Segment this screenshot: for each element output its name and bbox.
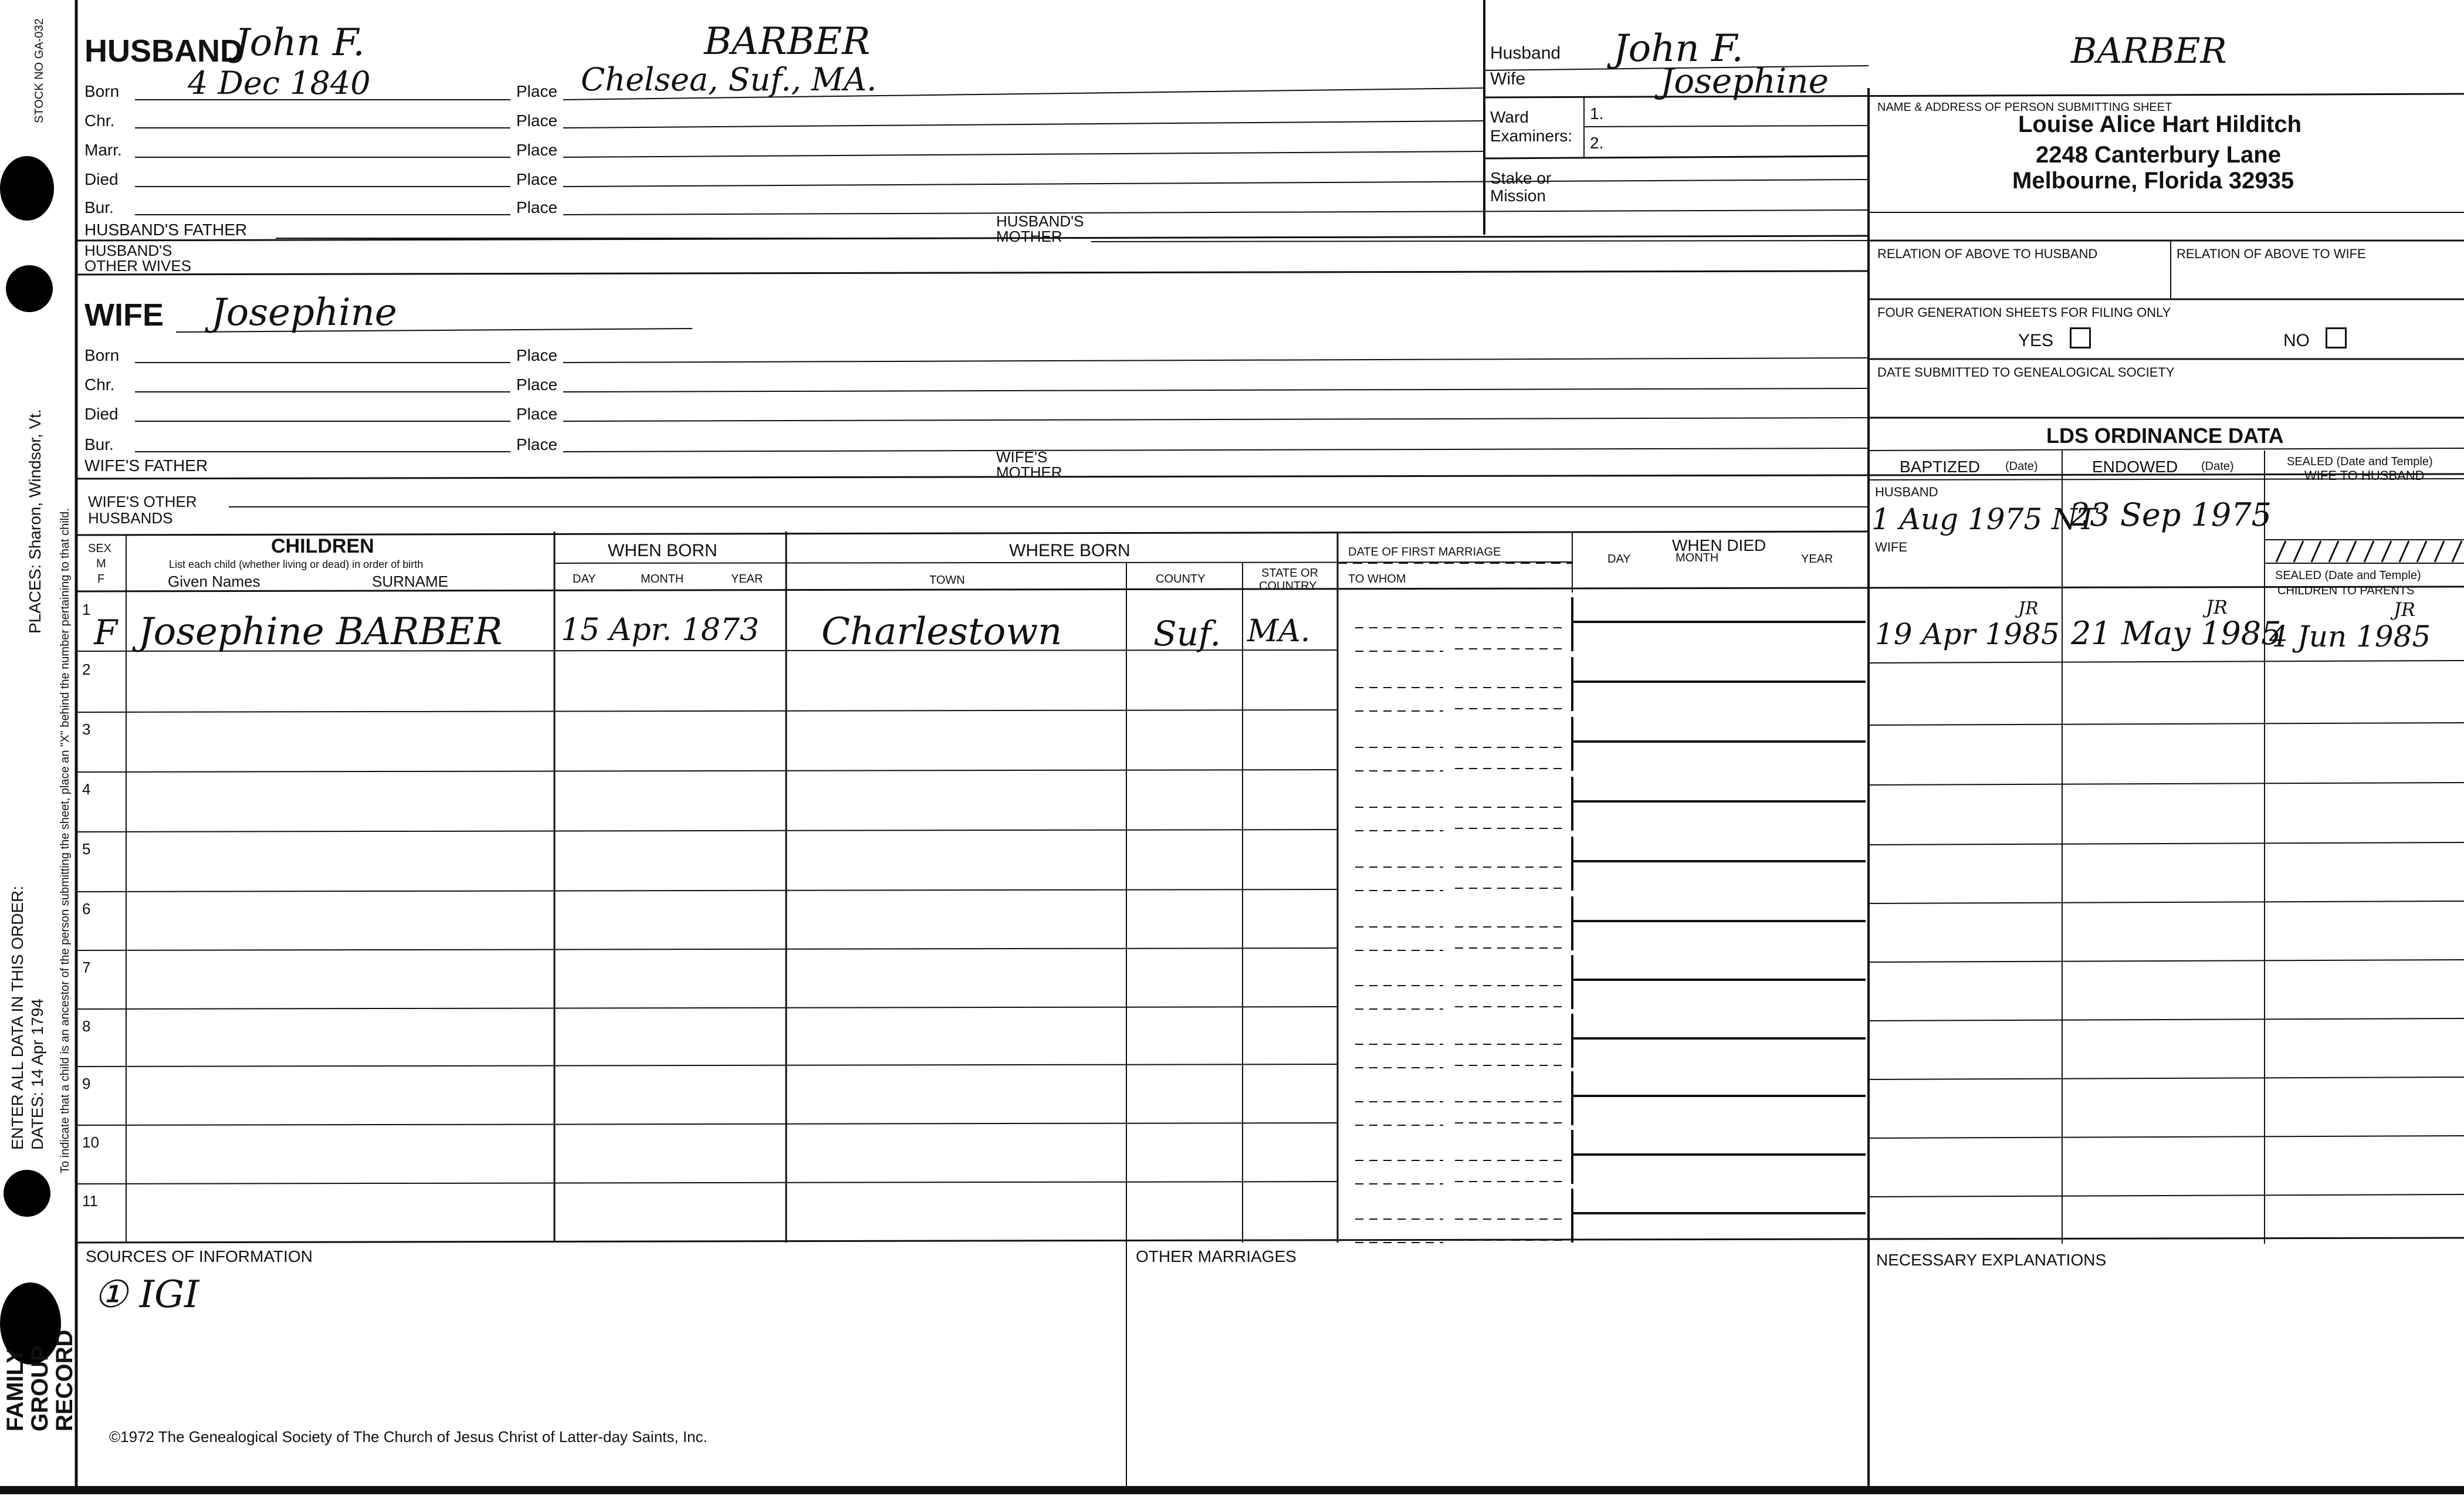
- child1-baptized-date[interactable]: 19 Apr 1985: [1875, 617, 2060, 651]
- husband-given-name[interactable]: John F.: [235, 21, 365, 65]
- examiner-1-label: 1.: [1590, 104, 1604, 123]
- no-checkbox[interactable]: [2326, 327, 2347, 348]
- child1-name[interactable]: Josephine BARBER: [138, 610, 503, 654]
- sex-header: SEX: [88, 542, 112, 555]
- child1-birth-county[interactable]: Suf.: [1153, 614, 1221, 654]
- four-generation-label: FOUR GENERATION SHEETS FOR FILING ONLY: [1877, 305, 2171, 320]
- husband-baptized-date[interactable]: 1 Aug 1975 NT: [1871, 502, 2097, 536]
- where-born-header: WHERE BORN: [1009, 541, 1131, 560]
- sources-value[interactable]: ① IGI: [94, 1273, 199, 1316]
- child1-endowed-initials: JR: [2206, 596, 2228, 618]
- sealed-wife-husband-label-2: WIFE TO HUSBAND: [2304, 468, 2425, 483]
- state-header-1: STATE OR: [1261, 567, 1319, 580]
- husband-marr-label: Marr.: [84, 141, 122, 159]
- wife-father-label: WIFE'S FATHER: [84, 456, 208, 475]
- child1-sealed-initials: JR: [2394, 598, 2415, 621]
- header-husband-label: Husband: [1490, 43, 1561, 63]
- husband-father-label: HUSBAND'S FATHER: [84, 221, 248, 239]
- header-wife-name[interactable]: Josephine: [1660, 61, 1829, 101]
- sex-f-header: F: [97, 573, 105, 585]
- row-number: 6: [82, 900, 91, 918]
- relation-wife-label: RELATION OF ABOVE TO WIFE: [2177, 246, 2366, 261]
- wife-chr-place-label: Place: [516, 375, 558, 394]
- husband-surname[interactable]: BARBER: [704, 20, 871, 63]
- copyright-notice: ©1972 The Genealogical Society of The Church of Jesus Christ of Latter-day Saints, Inc.: [109, 1428, 708, 1446]
- submitter-city[interactable]: Melbourne, Florida 32935: [2012, 168, 2294, 194]
- header-husband-given[interactable]: John F.: [1613, 27, 1744, 70]
- ancestor-instruction: To indicate that a child is an ancestor of the person submitting the sheet, place an "X" behind the number pertaining to that child.: [59, 508, 72, 1173]
- husband-bur-place-label: Place: [516, 198, 558, 216]
- wife-mother-label-2: MOTHER: [996, 463, 1062, 481]
- row-number: 10: [82, 1133, 99, 1151]
- date-submitted-label: DATE SUBMITTED TO GENEALOGICAL SOCIETY: [1877, 365, 2175, 380]
- row-number: 5: [82, 840, 91, 858]
- husband-mother-label-1: HUSBAND'S: [996, 212, 1084, 230]
- record-title-group: GROUP: [27, 1345, 53, 1431]
- husband-chr-label: Chr.: [84, 111, 115, 130]
- header-husband-surname[interactable]: BARBER: [2071, 31, 2227, 72]
- lds-husband-label: HUSBAND: [1875, 485, 1938, 499]
- endowed-label: ENDOWED: [2092, 458, 2178, 476]
- wife-born-place-label: Place: [516, 346, 558, 364]
- lds-wife-label: WIFE: [1875, 540, 1907, 554]
- record-title-record: RECORD: [52, 1329, 77, 1431]
- row-number: 11: [82, 1192, 98, 1210]
- yes-label: YES: [2018, 331, 2054, 350]
- wife-mother-label-1: WIFE'S: [996, 448, 1048, 466]
- enter-order-note: ENTER ALL DATA IN THIS ORDER:: [8, 885, 26, 1150]
- dates-note: DATES: 14 Apr 1794: [28, 999, 46, 1150]
- husband-label: HUSBAND: [84, 33, 243, 69]
- submitter-street[interactable]: 2248 Canterbury Lane: [2036, 142, 2281, 168]
- row-number: 2: [82, 661, 91, 678]
- died-day-header: DAY: [1607, 553, 1631, 566]
- record-title-family: FAMILY: [2, 1348, 28, 1431]
- sources-label: SOURCES OF INFORMATION: [86, 1247, 313, 1265]
- child1-birth-state[interactable]: MA.: [1247, 614, 1311, 649]
- punch-hole: [6, 265, 53, 312]
- died-month-header: MONTH: [1676, 551, 1719, 564]
- husband-endowed-date[interactable]: 23 Sep 1975: [2070, 496, 2272, 533]
- no-label: NO: [2283, 331, 2310, 350]
- given-names-header: Given Names: [168, 573, 260, 590]
- row-number: 3: [82, 720, 91, 738]
- died-year-header: YEAR: [1801, 553, 1833, 566]
- stake-label: Stake or: [1490, 169, 1552, 187]
- husband-died-place-label: Place: [516, 170, 558, 188]
- town-header: TOWN: [929, 574, 965, 587]
- sealed-children-parents-label-2: CHILDREN TO PARENTS: [2277, 584, 2415, 597]
- sealed-wife-husband-label-1: SEALED (Date and Temple): [2287, 455, 2433, 468]
- wife-born-label: Born: [84, 346, 120, 364]
- yes-checkbox[interactable]: [2070, 327, 2091, 348]
- child1-birth-town[interactable]: Charlestown: [821, 610, 1062, 654]
- children-note: List each child (whether living or dead) in order of birth: [169, 559, 424, 570]
- wife-other-husbands-label-2: HUSBANDS: [88, 509, 173, 527]
- husband-marr-place-label: Place: [516, 141, 558, 159]
- wife-died-label: Died: [84, 405, 119, 423]
- born-year-header: YEAR: [731, 573, 763, 585]
- endowed-date-label: (Date): [2201, 460, 2234, 473]
- county-header: COUNTY: [1156, 573, 1206, 585]
- husband-mother-label-2: MOTHER: [996, 228, 1062, 245]
- child1-birth-date[interactable]: 15 Apr. 1873: [561, 612, 760, 648]
- husband-bur-label: Bur.: [84, 198, 114, 216]
- wife-other-husbands-label-1: WIFE'S OTHER: [88, 493, 197, 510]
- born-day-header: DAY: [573, 573, 596, 585]
- sealed-children-parents-label-1: SEALED (Date and Temple): [2275, 569, 2421, 582]
- child1-endowed-date[interactable]: 21 May 1985: [2071, 615, 2282, 652]
- husband-died-label: Died: [84, 170, 119, 188]
- wife-chr-label: Chr.: [84, 375, 115, 394]
- child1-sex[interactable]: F: [94, 612, 118, 652]
- husband-other-wives-label-2: OTHER WIVES: [84, 257, 192, 275]
- child1-baptized-initials: JR: [2018, 598, 2039, 619]
- row-number: 4: [82, 780, 91, 798]
- row-number: 8: [82, 1017, 91, 1035]
- children-header: CHILDREN: [271, 535, 374, 557]
- husband-other-wives-label-1: HUSBAND'S: [84, 242, 172, 259]
- husband-born-place[interactable]: Chelsea, Suf., MA.: [581, 61, 877, 98]
- first-marriage-header: DATE OF FIRST MARRIAGE: [1348, 546, 1501, 559]
- husband-chr-place-label: Place: [516, 111, 558, 130]
- baptized-date-label: (Date): [2005, 460, 2038, 473]
- wife-bur-place-label: Place: [516, 435, 558, 453]
- surname-header: SURNAME: [372, 573, 449, 590]
- baptized-label: BAPTIZED: [1900, 458, 1980, 476]
- mission-label: Mission: [1490, 187, 1546, 205]
- row-number: 9: [82, 1075, 91, 1092]
- row-number: 7: [82, 959, 91, 976]
- examiner-2-label: 2.: [1590, 134, 1604, 152]
- ward-label: Ward: [1490, 108, 1529, 126]
- husband-born-label: Born: [84, 82, 120, 100]
- places-note: PLACES: Sharon, Windsor, Vt.: [26, 409, 44, 634]
- row-number: 1: [82, 601, 91, 618]
- other-marriages-label: OTHER MARRIAGES: [1136, 1247, 1297, 1265]
- wife-bur-label: Bur.: [84, 435, 114, 453]
- punch-hole: [4, 1170, 50, 1217]
- header-wife-label: Wife: [1490, 69, 1525, 89]
- husband-born-place-label: Place: [516, 82, 558, 100]
- necessary-explanations-label: NECESSARY EXPLANATIONS: [1876, 1251, 2107, 1269]
- examiners-label: Examiners:: [1490, 127, 1573, 145]
- stock-number: STOCK NO GA-032: [33, 18, 46, 123]
- when-died-header: WHEN DIED: [1672, 536, 1766, 554]
- wife-died-place-label: Place: [516, 405, 558, 423]
- submitter-label: NAME & ADDRESS OF PERSON SUBMITTING SHEET: [1877, 101, 2172, 114]
- to-whom-header: TO WHOM: [1348, 573, 1406, 585]
- relation-husband-label: RELATION OF ABOVE TO HUSBAND: [1877, 246, 2098, 261]
- submitter-name[interactable]: Louise Alice Hart Hilditch: [2018, 111, 2302, 137]
- wife-label: WIFE: [84, 297, 164, 333]
- sex-m-header: M: [96, 557, 106, 570]
- wife-given-name[interactable]: Josephine: [211, 291, 397, 334]
- state-header-2: COUNTRY: [1259, 580, 1317, 593]
- punch-hole: [0, 156, 54, 221]
- lds-title: LDS ORDINANCE DATA: [2046, 424, 2284, 448]
- child1-sealed-date[interactable]: 4 Jun 1985: [2269, 620, 2431, 654]
- husband-born-date[interactable]: 4 Dec 1840: [188, 65, 371, 101]
- born-month-header: MONTH: [641, 573, 684, 585]
- when-born-header: WHEN BORN: [608, 541, 717, 560]
